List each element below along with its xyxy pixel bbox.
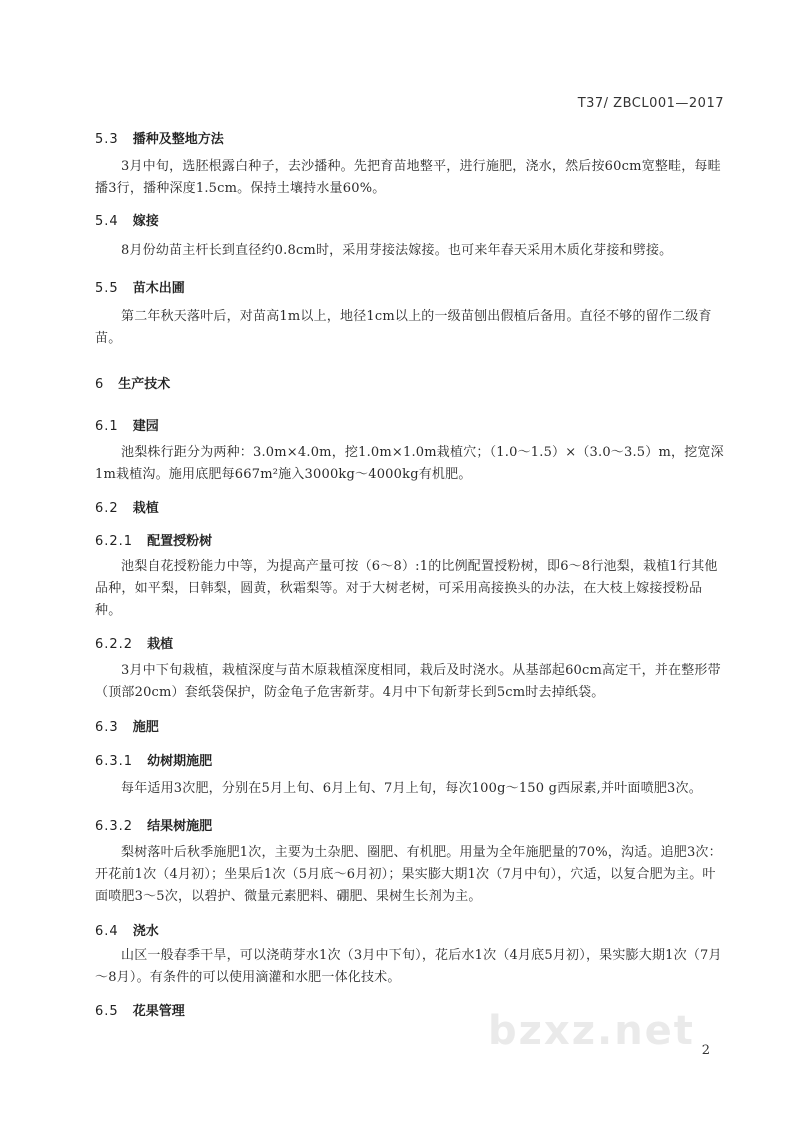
paragraph: 3月中旬，选胚根露白种子，去沙播种。先把育苗地整平，进行施肥，浇水，然后按60cm宽整畦，每畦播3行，播种深度1.5cm。保持土壤持水量60%。 — [95, 159, 721, 196]
section-number: 5.3 — [95, 132, 119, 147]
section-heading — [95, 716, 159, 735]
section-number: 6.1 — [95, 419, 119, 434]
section-title: 苗木出圃 — [132, 281, 185, 296]
section-title: 施肥 — [132, 720, 159, 735]
section-heading — [95, 497, 159, 516]
section-number: 6.2 — [95, 501, 119, 516]
section-number: 6 — [95, 377, 105, 392]
section-heading — [95, 128, 224, 147]
watermark: bzxz.net — [488, 1008, 695, 1054]
section-title: 幼树期施肥 — [147, 754, 213, 769]
section-number: 6.3.1 — [95, 754, 134, 769]
section-heading — [95, 373, 170, 392]
section-heading — [95, 920, 159, 939]
section-number: 5.5 — [95, 281, 119, 296]
paragraph: 每年适用3次肥，分别在5月上旬、6月上旬、7月上旬，每次100g～150 g西尿素,并叶面喷肥3次。 — [121, 781, 702, 796]
section-heading — [95, 1000, 185, 1019]
paragraph: 3月中下旬栽植，栽植深度与苗木原栽植深度相同，栽后及时浇水。从基部起60cm高定干，并在整形带（顶部20cm）套纸袋保护，防金龟子危害新芽。4月中下旬新芽长到5cm时去掉纸袋。 — [95, 663, 721, 700]
section-number: 6.2.1 — [95, 534, 134, 549]
section-title: 栽植 — [132, 501, 159, 516]
section-title: 配置授粉树 — [147, 534, 213, 549]
paragraph: 梨树落叶后秋季施肥1次，主要为土杂肥、圈肥、有机肥。用量为全年施肥量的70%，沟适。追肥3次：开花前1次（4月初）；坐果后1次（5月底～6月初）；果实膨大期1次（7月中旬），穴适，以复合肥为主。叶面喷肥3～5次，以碧护、微量元素肥料、硼肥、果树生长剂为主。 — [95, 845, 722, 904]
section-title: 结果树施肥 — [147, 819, 213, 834]
section-number: 6.5 — [95, 1004, 119, 1019]
paragraph: 池梨自花授粉能力中等，为提高产量可按（6～8）:1的比例配置授粉树，即6～8行池梨，栽植1行其他品种，如平梨，日韩梨，圆黄，秋霜梨等。对于大树老树，可采用高接换头的办法，在大枝上嫁接授粉品种。 — [95, 559, 718, 618]
paragraph: 山区一般春季干旱，可以浇萌芽水1次（3月中下旬），花后水1次（4月底5月初），果实膨大期1次（7月～8月）。有条件的可以使用滴灌和水肥一体化技术。 — [95, 948, 722, 985]
section-heading — [95, 415, 159, 434]
section-heading — [95, 815, 212, 834]
section-heading — [95, 277, 185, 296]
section-heading — [95, 633, 173, 652]
section-heading — [95, 210, 159, 229]
paragraph: 8月份幼苗主杆长到直径约0.8cm时，采用芽接法嫁接。也可来年春天采用木质化芽接和劈接。 — [121, 243, 673, 258]
section-number: 6.3.2 — [95, 819, 134, 834]
section-number: 5.4 — [95, 214, 119, 229]
section-title: 播种及整地方法 — [132, 132, 224, 147]
section-heading — [95, 530, 212, 549]
section-title: 生产技术 — [118, 377, 171, 392]
page-number: 2 — [701, 1043, 710, 1058]
section-heading — [95, 750, 212, 769]
section-title: 浇水 — [132, 924, 159, 939]
section-number: 6.4 — [95, 924, 119, 939]
section-number: 6.3 — [95, 720, 119, 735]
section-title: 花果管理 — [132, 1004, 185, 1019]
paragraph: 第二年秋天落叶后，对苗高1m以上，地径1cm以上的一级苗刨出假植后备用。直径不够的留作二级育苗。 — [95, 309, 712, 346]
doc-number: T37/ ZBCL001—2017 — [577, 96, 724, 111]
section-title: 栽植 — [147, 637, 174, 652]
paragraph: 池梨株行距分为两种：3.0m×4.0m，挖1.0m×1.0m栽植穴；（1.0～1.5）×（3.0～3.5）m，挖宽深1m栽植沟。施用底肥每667m²施入3000kg～4000kg有机肥。 — [95, 445, 724, 482]
section-number: 6.2.2 — [95, 637, 134, 652]
section-title: 建园 — [132, 419, 159, 434]
section-title: 嫁接 — [132, 214, 159, 229]
